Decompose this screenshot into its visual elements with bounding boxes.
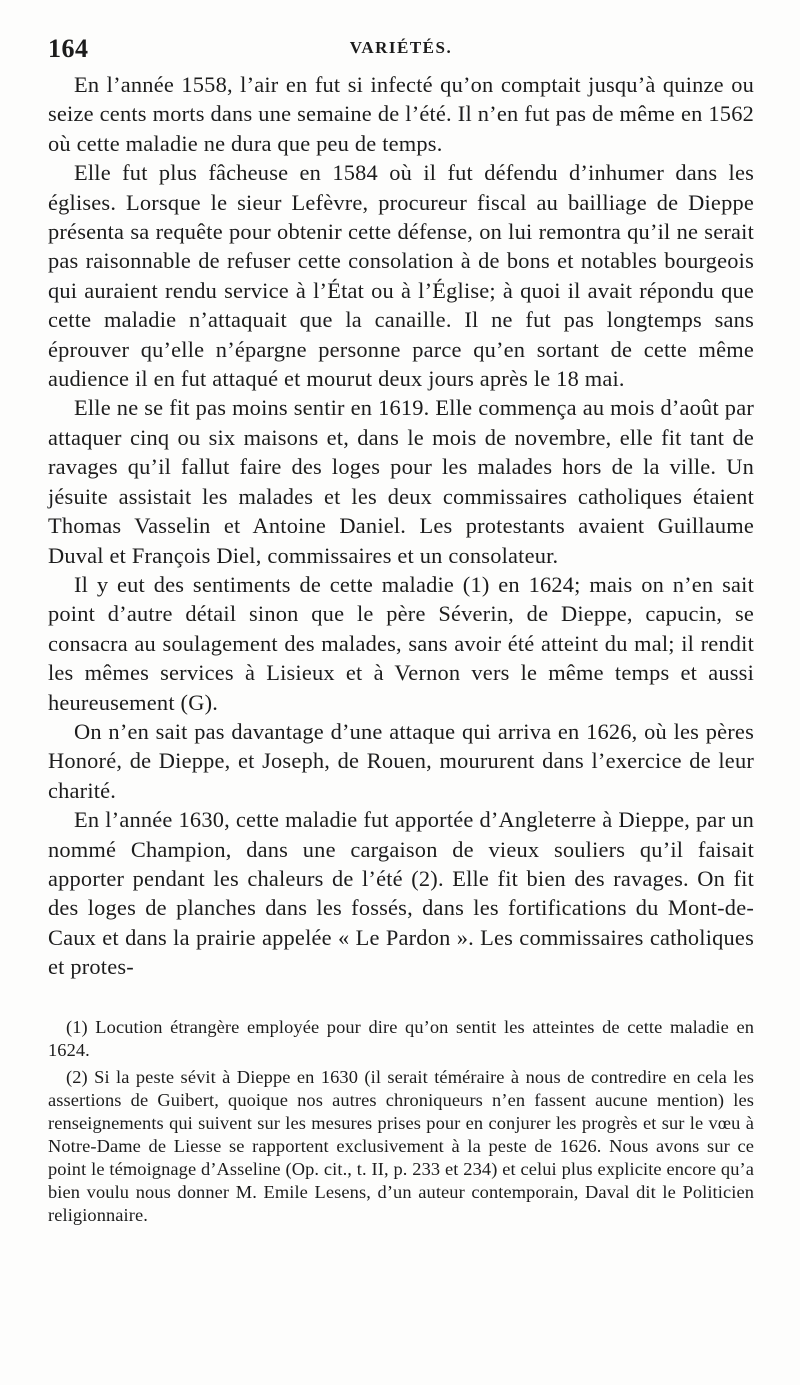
paragraph: Il y eut des sentiments de cette maladie (1) en 1624; mais on n’en sait point d’autre détail sinon que le père Séverin, de Dieppe, capucin, se consacra au soulagement des malades, sans avoir été atteint du mal; il rendit les mêmes services à Lisieux et à Vernon vers le même temps et aussi heureusement (G). (48, 571, 754, 715)
paragraph: Elle ne se fit pas moins sentir en 1619. Elle commença au mois d’août par attaquer cinq ou six maisons et, dans le mois de novembre, elle fit tant de ravages qu’il fallut faire des loges pour les malades hors de la ville. Un jésuite assistait les malades et les deux commissaires catholiques étaient Thomas Vasselin et Antoine Daniel. Les protestants avaient Guillaume Duval et François Diel, commissaires et un consolateur. (48, 395, 754, 568)
paragraph: Elle fut plus fâcheuse en 1584 où il fut défendu d’inhumer dans les églises. Lorsque le sieur Lefèvre, procureur fiscal au bailliage de Dieppe présenta sa requête pour obtenir cette défense, on lui remontra qu’il ne serait pas raisonnable de refuser cette consolation à de bons et notables bourgeois qui auraient rendu service à l’État ou à l’Église; à quoi il avait répondu que cette maladie n’attaquait que la canaille. Il ne fut pas longtemps sans éprouver qu’elle n’épargne personne parce qu’en sortant de cette même audience il en fut attaqué et mourut deux jours après le 18 mai. (48, 160, 754, 392)
body-text (48, 70, 754, 982)
paragraph: En l’année 1630, cette maladie fut apportée d’Angleterre à Dieppe, par un nommé Champion, dans une cargaison de vieux souliers qu’il faisait apporter pendant les chaleurs de l’été (2). Elle fit bien des ravages. On fit des loges de planches dans les fossés, dans les fortifications du Mont-de-Caux et dans la prairie appelée « Le Pardon ». Les commissaires catholiques et protes- (48, 807, 754, 980)
running-head (48, 30, 754, 70)
running-title: VARIÉTÉS. (349, 38, 453, 57)
paragraph: En l’année 1558, l’air en fut si infecté qu’on comptait jusqu’à quinze ou seize cents morts dans une semaine de l’été. Il n’en fut pas de même en 1562 où cette maladie ne dura que peu de temps. (48, 72, 754, 156)
footnotes (48, 1016, 754, 1227)
page-number: 164 (48, 34, 89, 63)
footnote: (1) Locution étrangère employée pour dire qu’on sentit les atteintes de cette maladie en 1624. (48, 1016, 754, 1060)
footnote: (2) Si la peste sévit à Dieppe en 1630 (il serait téméraire à nous de contredire en cela les assertions de Guibert, quoique nos autres chroniqueurs n’en fassent aucune mention) les renseignements qui suivent sur les mesures prises pour en conjurer les progrès et sur le vœu à Notre-Dame de Liesse se rapportent exclusivement à la peste de 1626. Nous avons sur ce point le témoignage d’Asseline (Op. cit., t. II, p. 233 et 234) et celui plus explicite encore qu’a bien voulu nous donner M. Emile Lesens, d’un auteur contemporain, Daval dit le Politicien religionnaire. (48, 1066, 754, 1225)
paragraph: On n’en sait pas davantage d’une attaque qui arriva en 1626, où les pères Honoré, de Dieppe, et Joseph, de Rouen, moururent dans l’exercice de leur charité. (48, 718, 754, 803)
